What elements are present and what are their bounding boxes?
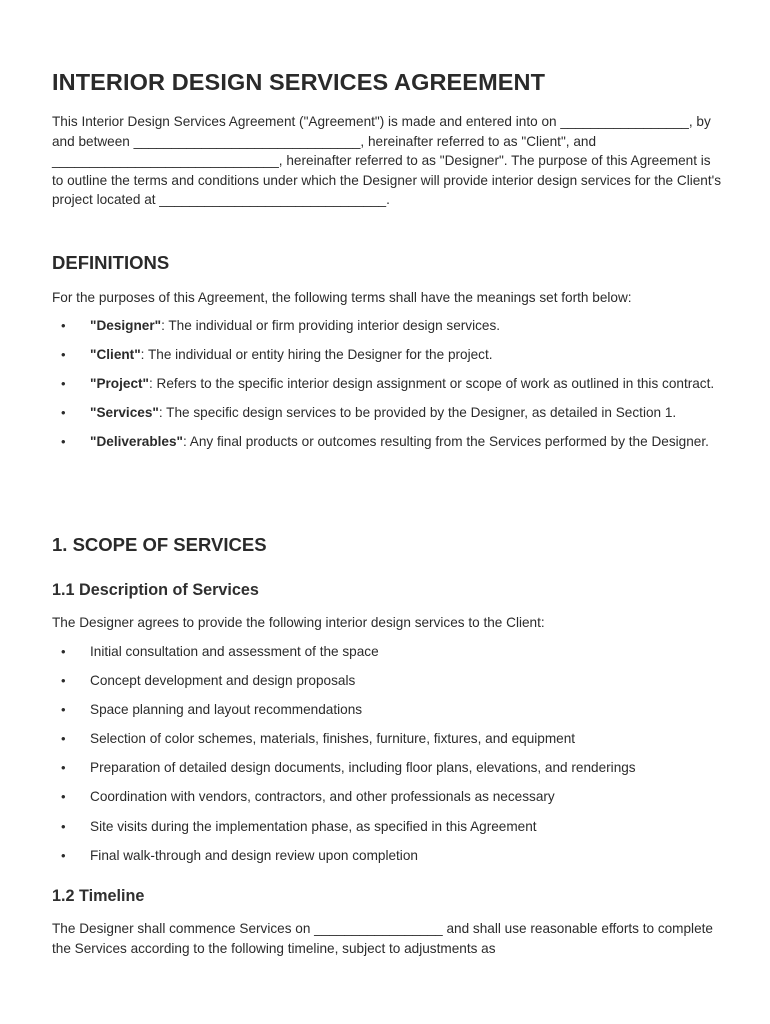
bullet-icon: •	[61, 789, 66, 805]
service-item	[52, 642, 722, 662]
services-list	[52, 642, 722, 875]
bullet-icon: •	[61, 702, 66, 718]
service-text: Site visits during the implementation phase, as specified in this Agreement	[90, 818, 537, 834]
scope-heading: 1. SCOPE OF SERVICES	[52, 534, 267, 555]
bullet-icon: •	[61, 673, 66, 689]
definition-term: "Project"	[90, 376, 149, 391]
definition-text: : Refers to the specific interior design assignment or scope of work as outlined in this contract.	[148, 376, 715, 391]
definitions-list	[52, 316, 722, 461]
definitions-heading: DEFINITIONS	[52, 252, 170, 273]
timeline-paragraph: The Designer shall commence Services on _________________ and shall use reasonable efforts to complete the Services according to the following timeline, subject to adjustments as	[52, 921, 713, 956]
definition-text: : The individual or entity hiring the Designer for the project.	[140, 347, 493, 362]
service-text: Selection of color schemes, materials, finishes, furniture, fixtures, and equipment	[90, 731, 576, 747]
definitions-lead: For the purposes of this Agreement, the following terms shall have the meanings set forth below:	[52, 290, 632, 305]
service-text: Coordination with vendors, contractors, and other professionals as necessary	[90, 789, 555, 805]
service-text: Initial consultation and assessment of the space	[90, 644, 379, 659]
description-subheading: 1.1 Description of Services	[52, 581, 259, 599]
definition-term: "Deliverables"	[90, 434, 183, 449]
bullet-icon: •	[61, 434, 66, 449]
intro-paragraph: This Interior Design Services Agreement ("Agreement") is made and entered into on _________________, by and between ______________________________, hereinafter referred to as "Client", and ______________________________, hereinafter referred to as "Designer". The purpose of this Agreement is to outline the terms and conditions under which the Designer will provide interior design services for the Client's project located at ______________________________.	[52, 114, 722, 207]
document-title: INTERIOR DESIGN SERVICES AGREEMENT	[52, 69, 546, 95]
bullet-icon: •	[61, 376, 66, 391]
definition-text: : The specific design services to be provided by the Designer, as detailed in Section 1.	[158, 405, 677, 420]
bullet-icon: •	[61, 318, 66, 333]
timeline-subheading: 1.2 Timeline	[52, 887, 145, 905]
definition-item	[52, 403, 722, 423]
service-item	[52, 846, 722, 866]
definition-text: : The individual or firm providing interior design services.	[161, 318, 501, 333]
bullet-icon: •	[61, 731, 66, 747]
definition-item	[52, 374, 722, 394]
definition-item	[52, 316, 722, 336]
definition-item	[52, 345, 722, 365]
bullet-icon: •	[61, 405, 66, 420]
bullet-icon: •	[61, 847, 66, 863]
bullet-icon: •	[61, 347, 66, 362]
definition-term: "Client"	[90, 347, 141, 362]
service-item	[52, 787, 722, 807]
bullet-icon: •	[61, 644, 66, 659]
service-text: Preparation of detailed design documents, including floor plans, elevations, and renderings	[90, 760, 636, 776]
bullet-icon: •	[61, 760, 66, 776]
service-item	[52, 729, 722, 749]
definition-term: "Services"	[90, 405, 159, 420]
bullet-icon: •	[61, 818, 66, 834]
service-text: Concept development and design proposals	[90, 673, 356, 689]
service-item	[52, 817, 722, 837]
definition-item	[52, 432, 722, 452]
service-text: Space planning and layout recommendations	[90, 702, 363, 718]
definition-term: "Designer"	[90, 318, 162, 333]
service-item	[52, 700, 722, 720]
service-item	[52, 758, 722, 778]
services-lead: The Designer agrees to provide the following interior design services to the Client:	[52, 615, 545, 630]
service-text: Final walk-through and design review upon completion	[90, 847, 418, 863]
service-item	[52, 671, 722, 691]
definition-text: : Any final products or outcomes resulting from the Services performed by the Designer.	[183, 434, 709, 449]
